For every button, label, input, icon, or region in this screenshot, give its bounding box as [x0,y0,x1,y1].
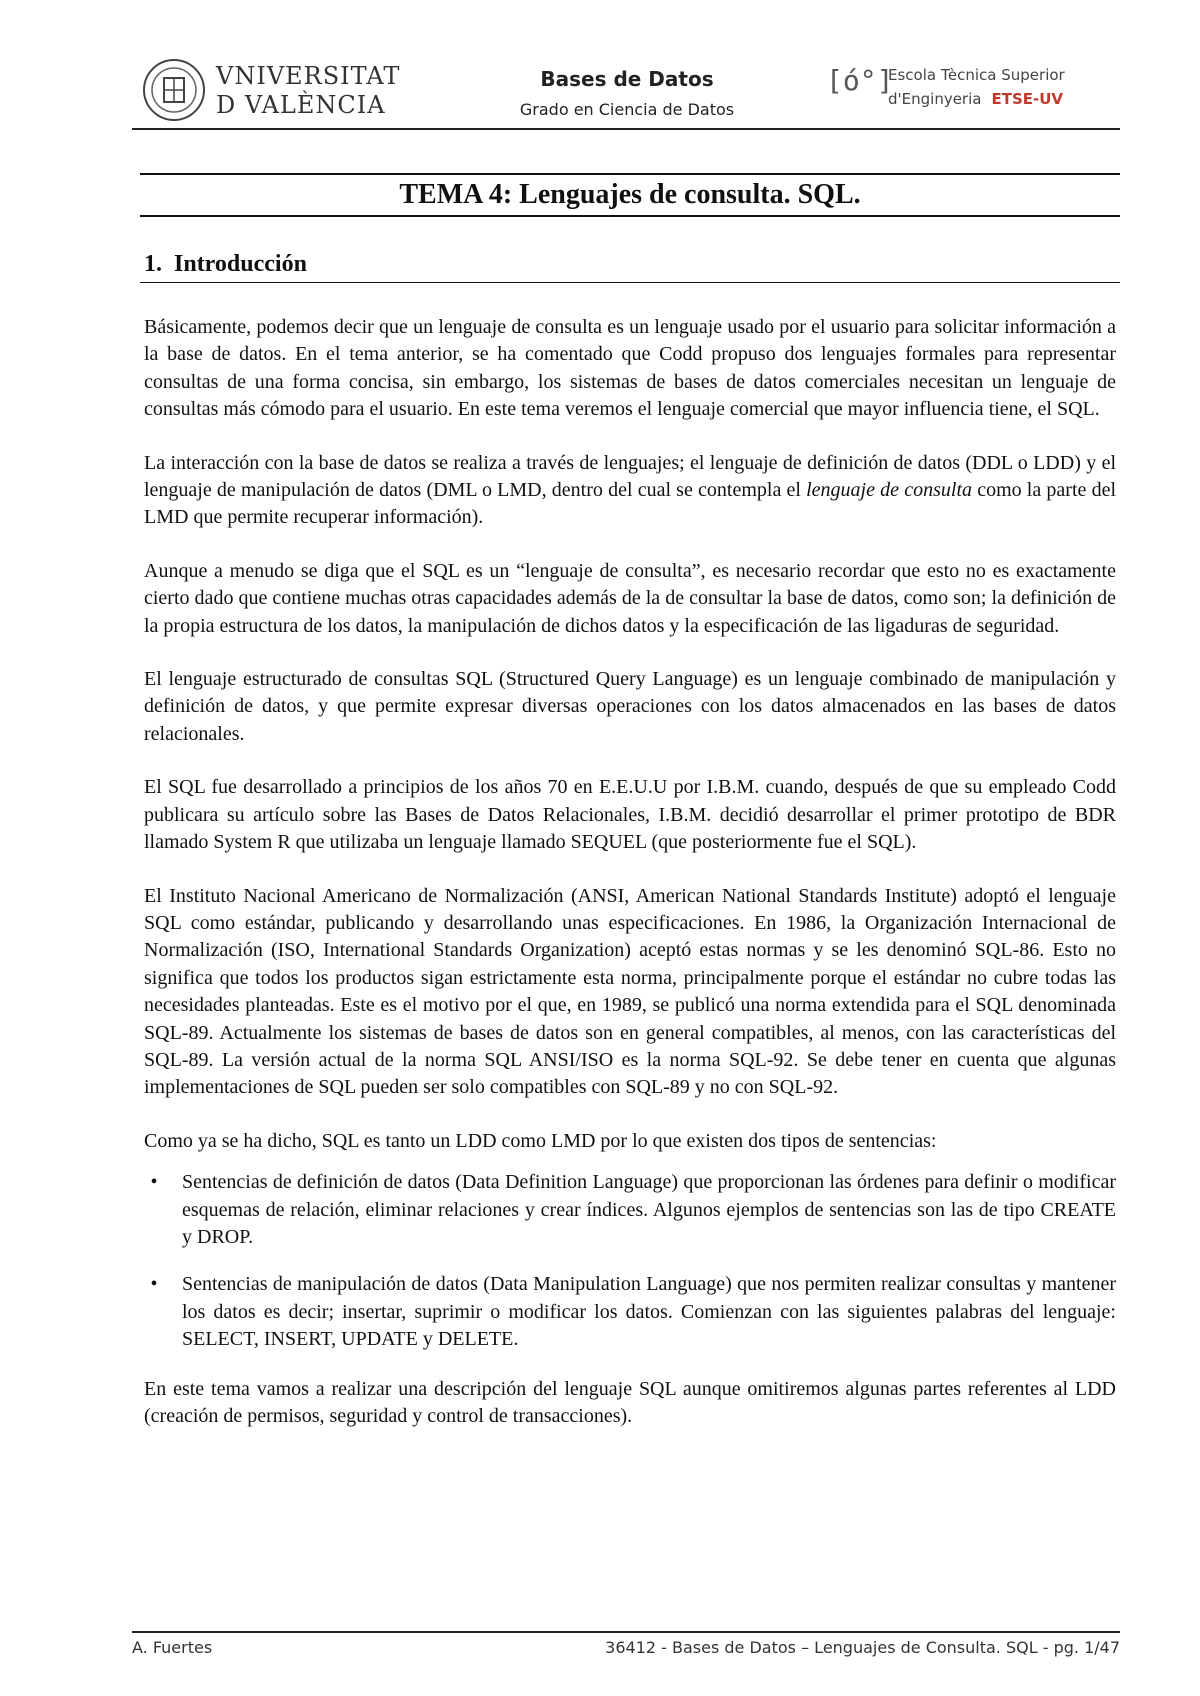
section-title: Introducción [174,251,307,277]
course-header [512,66,742,122]
etse-mark-icon: [ó°] [826,64,894,97]
etse-line1: Escola Tècnica Superior [888,66,1065,84]
paragraph-8: En este tema vamos a realizar una descripción del lenguaje SQL aunque omitiremos algunas partes referentes al LDD (creación de permisos, seguridad y control de transacciones). [144,1377,1116,1427]
etse-uv-label: ETSE-UV [991,90,1064,108]
paragraph-4: El lenguaje estructurado de consultas SQL (Structured Query Language) es un lenguaje combinado de manipulación y definición de datos, y que permite expresar diversas operaciones con los datos almacenados en las bases de datos relacionales. [144,668,1116,745]
universitat-valencia-logo [142,58,502,128]
etse-line2-a: d'Enginyeria [888,90,982,108]
document-body [144,314,1116,1456]
logo-left-line1: VNIVERSITAT [216,62,401,90]
paragraph-2-end: como la parte del LMD que permite recuperar información). [144,479,1117,529]
footer-page-info: 36412 - Bases de Datos – Lenguajes de Consulta. SQL - pg. 1/47 [605,1638,1120,1657]
paragraph-6: El Instituto Nacional Americano de Normalización (ANSI, American National Standards Institute) adoptó el lenguaje SQL como estándar, publicando y desarrollando unas especificaciones. En 1986, la Organización Internacional de Normalización (ISO, International Standards Organization) aceptó estas normas y se les denominó SQL-86. Esto no significa que todos los productos sigan estrictamente esta norma, principalmente porque el estándar no cubre todas las necesidades planteadas. Este es el motivo por el que, en 1989, se publicó una norma extendida para el SQL denominada SQL-89. Actualmente los sistemas de bases de datos son en general compatibles, al menos, con las características del SQL-89. La versión actual de la norma SQL ANSI/ISO es la norma SQL-92. Se debe tener en cuenta que algunas implementaciones de SQL pueden ser solo compatibles con SQL-89 y no con SQL-92. [144,884,1116,1099]
paragraph-3: Aunque a menudo se diga que el SQL es un “lenguaje de consulta”, es necesario recordar que esto no es exactamente cierto dado que contiene muchas otras capacidades además de la de consultar la base de datos, como son; la definición de la propia estructura de los datos, la manipulación de dichos datos y la especificación de las ligaduras de seguridad. [144,559,1116,637]
bullet-text: Sentencias de manipulación de datos (Data Manipulation Language) que nos permiten realizar consultas y mantener los datos es decir; insertar, suprimir o modificar los datos. Comienzan con las siguientes palabras del lenguaje: SELECT, INSERT, UPDATE y DELETE. [182,1273,1116,1351]
list-item [144,1271,1116,1353]
section-heading [144,249,307,279]
paragraph-2-emphasis: lenguaje de consulta [806,479,973,502]
footer-divider [132,1631,1120,1633]
section-number: 1. [144,251,162,277]
etse-logo [826,62,1126,122]
header-divider [132,128,1120,130]
paragraph-2-start: La interacción con la base de datos se realiza a través de lenguajes; el lenguaje de definición de datos (DDL o LDD) y el lenguaje de manipulación de datos (DML o LMD, dentro del cual se contempla el [144,451,1116,502]
paragraph-7: Como ya se ha dicho, SQL es tanto un LDD como LMD por lo que existen dos tipos de sentencias: [144,1129,937,1152]
section-rule [140,282,1120,283]
universitat-valencia-wordmark [216,62,400,120]
degree-name: Grado en Ciencia de Datos [519,100,735,119]
paragraph-1: Básicamente, podemos decir que un lenguaje de consulta es un lenguaje usado por el usuario para solicitar información a la base de datos. En el tema anterior, se ha comentado que Codd propuso dos lenguajes formales para representar consultas de una forma concisa, sin embargo, los sistemas de bases de datos comerciales necesitan un lenguaje de consultas más cómodo para el usuario. En este tema veremos el lenguaje comercial que mayor influencia tiene, el SQL. [144,316,1116,421]
etse-line2 [888,90,1063,108]
footer-author: A. Fuertes [132,1638,213,1657]
logo-left-line2: D VALÈNCIA [216,91,386,119]
bullet-icon [144,1271,164,1298]
title-rule-bottom [140,215,1120,217]
page-header [132,52,1120,128]
list-item [144,1169,1116,1251]
university-seal-icon [142,58,206,122]
bullet-list [144,1169,1116,1353]
paragraph-2 [144,450,1116,532]
course-title: Bases de Datos [540,67,714,91]
title-rule-top [140,173,1120,175]
document-title: TEMA 4: Lenguajes de consulta. SQL. [399,179,861,210]
bullet-text: Sentencias de definición de datos (Data Definition Language) que proporcionan las órdenes para definir o modificar esquemas de relación, eliminar relaciones y crear índices. Algunos ejemplos de sentencias son las de tipo CREATE y DROP. [182,1171,1116,1248]
bullet-icon [144,1169,164,1196]
paragraph-5: El SQL fue desarrollado a principios de los años 70 en E.E.U.U por I.B.M. cuando, después de que su empleado Codd publicara su artículo sobre las Bases de Datos Relacionales, I.B.M. decidió desarrollar el primer prototipo de BDR llamado System R que utilizaba un lenguaje llamado SEQUEL (que posteriormente fue el SQL). [144,776,1116,854]
